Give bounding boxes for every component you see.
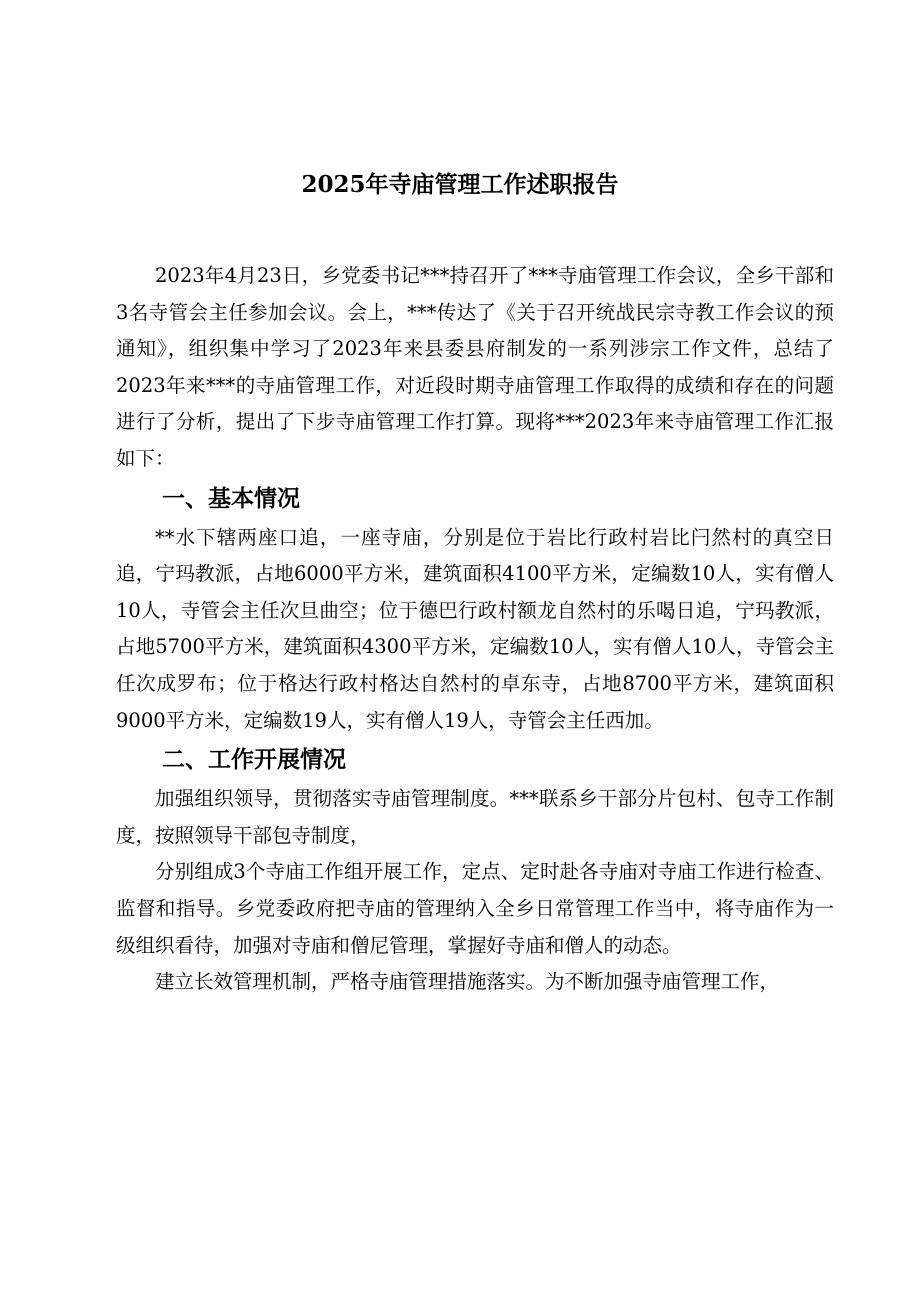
- work-progress-paragraph-1: 加强组织领导，贯彻落实寺庙管理制度。***联系乡干部分片包村、包寺工作制度，按照领导干部包寺制度，: [116, 787, 834, 847]
- document-body: [116, 258, 834, 1001]
- document-title: 2025年寺庙管理工作述职报告: [301, 171, 619, 198]
- work-progress-paragraph-2: 分别组成3个寺庙工作组开展工作，定点、定时赴各寺庙对寺庙工作进行检查、监督和指导。乡党委政府把寺庙的管理纳入全乡日常管理工作当中，将寺庙作为一级组织看待，加强对寺庙和僧尼管理，掌握好寺庙和僧人的动态。: [116, 860, 834, 957]
- work-progress-paragraph-3: 建立长效管理机制，严格寺庙管理措施落实。为不断加强寺庙管理工作，: [155, 970, 780, 994]
- section-heading-work-progress: 二、工作开展情况: [162, 747, 346, 774]
- section-heading-basic-situation: 一、基本情况: [162, 485, 300, 512]
- intro-paragraph: 2023年4月23日，乡党委书记***持召开了***寺庙管理工作会议，全乡干部和3名寺管会主任参加会议。会上，***传达了《关于召开统战民宗寺教工作会议的预通知》，组织集中学习了2023年来县委县府制发的一系列涉宗工作文件，总结了2023年来***的寺庙管理工作，对近段时期寺庙管理工作取得的成绩和存在的问题进行了分析，提出了下步寺庙管理工作打算。现将***2023年来寺庙管理工作汇报如下：: [116, 264, 834, 470]
- basic-situation-paragraph: **水下辖两座口追，一座寺庙，分别是位于岩比行政村岩比闩然村的真空日追，宁玛教派，占地6000平方米，建筑面积4100平方米，定编数10人，实有僧人10人，寺管会主任次旦曲空；位于德巴行政村额龙自然村的乐喝日追，宁玛教派，占地5700平方米，建筑面积4300平方米，定编数10人，实有僧人10人，寺管会主任次成罗布；位于格达行政村格达自然村的卓东寺，占地8700平方米，建筑面积9000平方米，定编数19人，实有僧人19人，寺管会主任西加。: [116, 525, 834, 732]
